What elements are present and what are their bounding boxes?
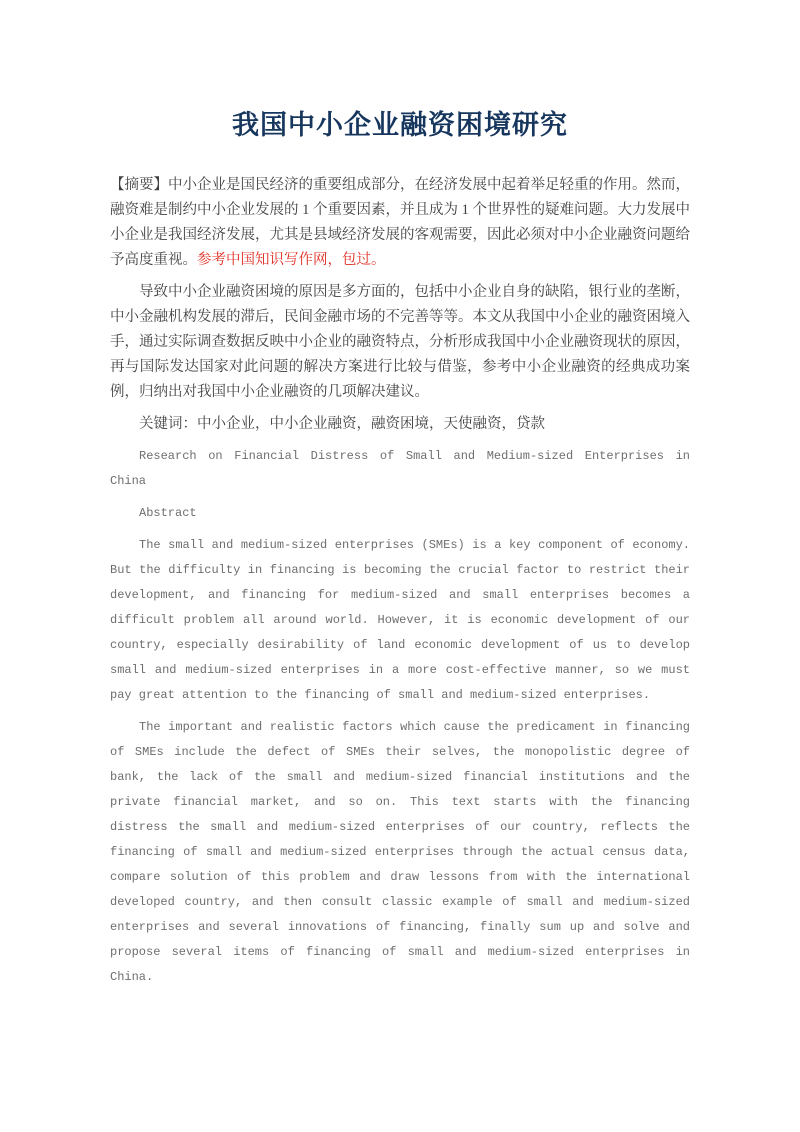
promo-text-red: 参考中国知识写作网，包过。 [197, 252, 386, 268]
page-title: 我国中小企业融资困境研究 [232, 110, 568, 140]
english-paragraph-2: The important and realistic factors which cause the predicament in financing of SMEs include the defect of SMEs their selves, the monopolistic degree of bank, the lack of the small and medium-sized financial institutions and the private financial market, and so on. This text starts with the financing distress the small and medium-sized enterprises of our country, reflects the financing of small and medium-sized enterprises through the actual census data, compare solution of this problem and draw lessons from with the international developed country, and then consult classic example of small and medium-sized enterprises and several innovations of financing, finally sum up and solve and propose several items of financing of small and medium-sized enterprises in China. [110, 720, 690, 984]
abstract-paragraph-cn [110, 173, 690, 273]
english-title: Research on Financial Distress of Small and Medium-sized Enterprises in China [110, 449, 690, 488]
abstract-heading-en: Abstract [139, 506, 197, 520]
english-paragraph-1: The small and medium-sized enterprises (SMEs) is a key component of economy. But the difficulty in financing is becoming the crucial factor to restrict their development, and financing for medium-sized and small enterprises becomes a difficult problem all around world. However, it is economic development of our country, especially desirability of land economic development of us to develop small and medium-sized enterprises in a more cost-effective manner, so we must pay great attention to the financing of small and medium-sized enterprises. [110, 538, 690, 702]
keywords-line: 关键词：中小企业，中小企业融资，融资困境，天使融资，贷款 [139, 416, 545, 432]
body-paragraph-cn: 导致中小企业融资困境的原因是多方面的，包括中小企业自身的缺陷，银行业的垄断，中小金融机构发展的滞后，民间金融市场的不完善等等。本文从我国中小企业的融资困境入手，通过实际调查数据反映中小企业的融资特点，分析形成我国中小企业融资现状的原因，再与国际发达国家对此问题的解决方案进行比较与借鉴，参考中小企业融资的经典成功案例，归纳出对我国中小企业融资的几项解决建议。 [110, 284, 690, 400]
abstract-text-cn: 【摘要】中小企业是国民经济的重要组成部分，在经济发展中起着举足轻重的作用。然而，融资难是制约中小企业发展的 1 个重要因素，并且成为 1 个世界性的疑难问题。大力发展中小企业是我国经济发展，尤其是县域经济发展的客观需要，因此必须对中小企业融资问题给予高度重视。 [110, 177, 690, 268]
